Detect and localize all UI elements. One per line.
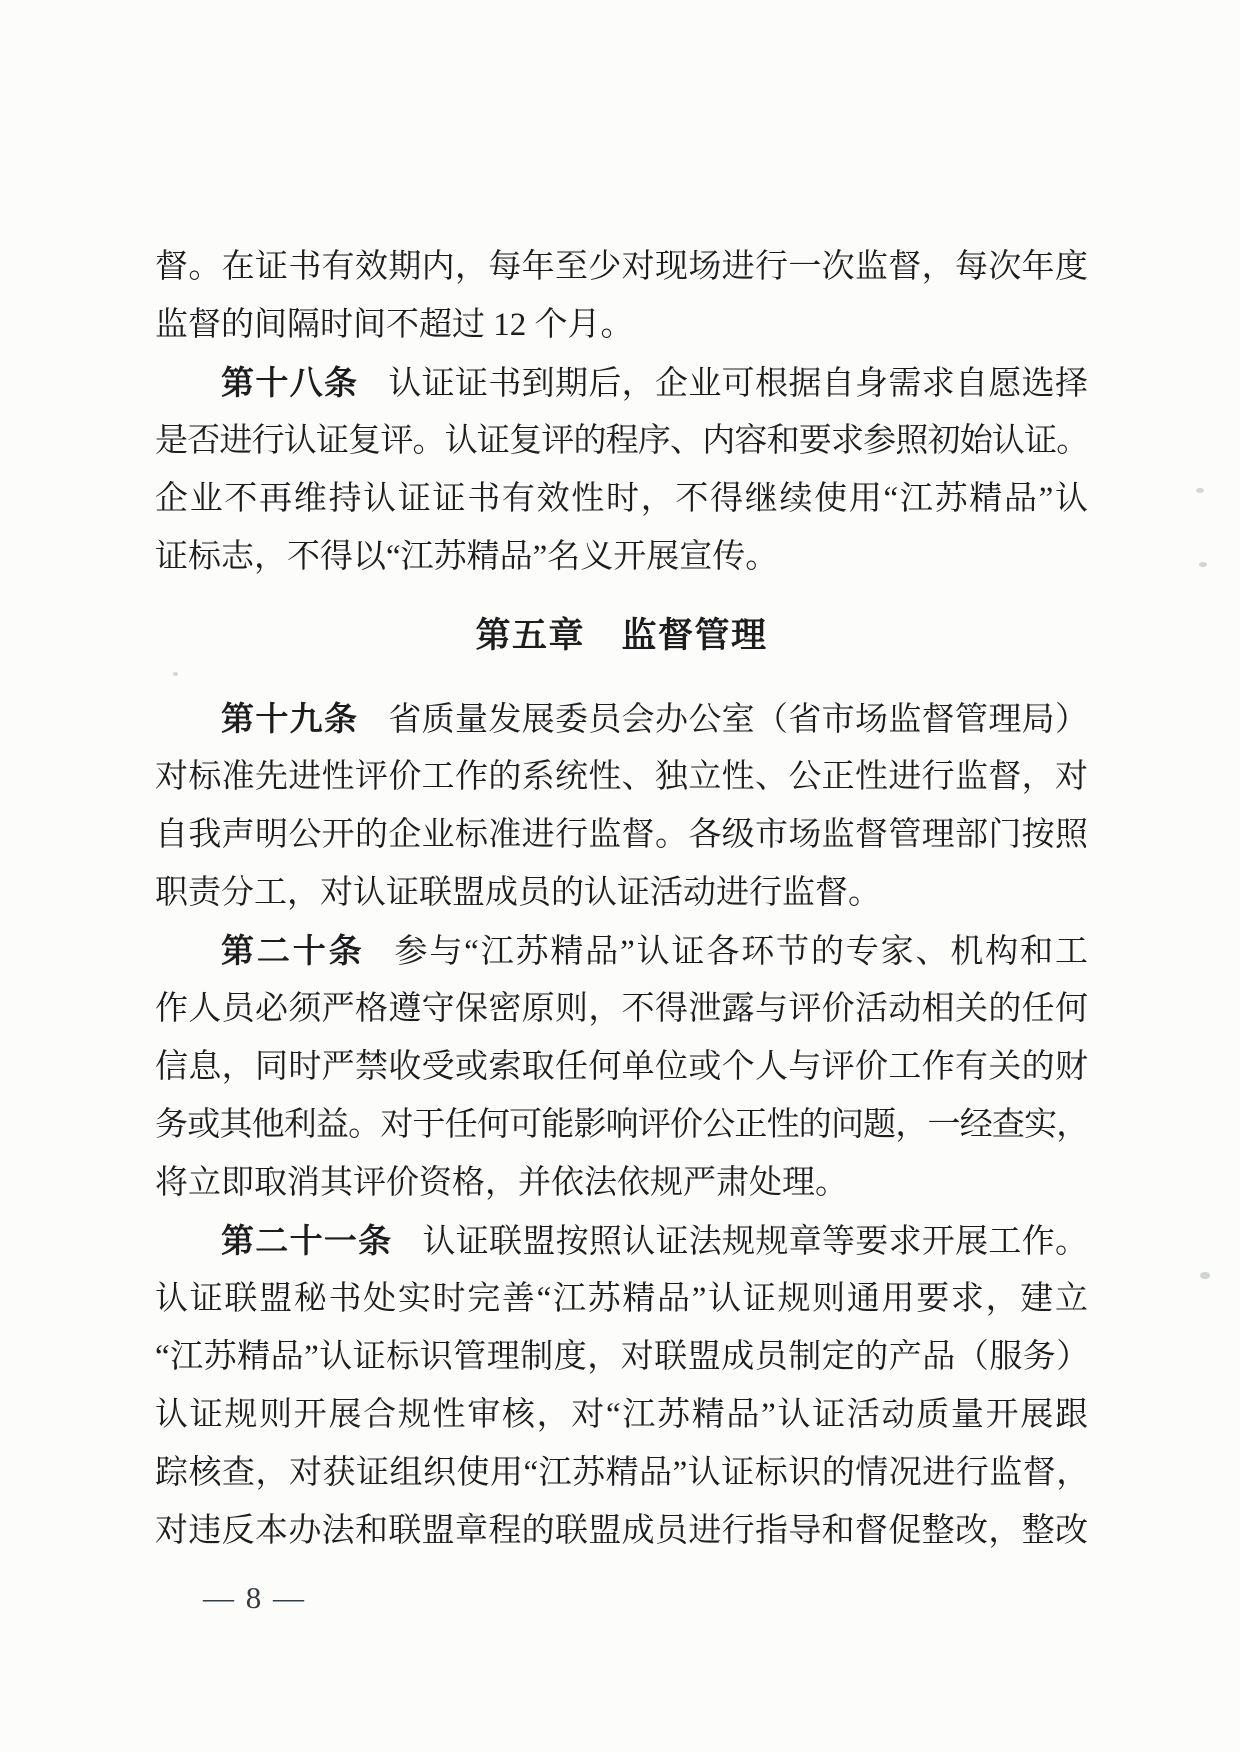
body-line: 是否进行认证复评。认证复评的程序、内容和要求参照初始认证。	[155, 423, 1088, 459]
body-line	[155, 1212, 1088, 1270]
article-21-lead: 第二十一条	[221, 1222, 393, 1259]
body-line: 踪核查，对获证组织使用“江苏精品”认证标识的情况进行监督，	[155, 1455, 1088, 1491]
body-line: 对违反本办法和联盟章程的联盟成员进行指导和督促整改，整改	[155, 1513, 1088, 1549]
line-text: 参与“江苏精品”认证各环节的专家、机构和工	[394, 934, 1088, 970]
scan-speck	[173, 672, 178, 676]
line-text: 认证证书到期后，企业可根据自身需求自愿选择	[388, 366, 1089, 402]
body-line: 认证规则开展合规性审核，对“江苏精品”认证活动质量开展跟	[155, 1397, 1088, 1433]
body-line: 务或其他利益。对于任何可能影响评价公正性的问题，一经查实，	[155, 1107, 1088, 1143]
scan-speck	[1200, 1272, 1210, 1279]
body-line: 督。在证书有效期内，每年至少对现场进行一次监督，每次年度	[155, 249, 1088, 285]
body-line	[155, 354, 1088, 412]
body-line: 作人员必须严格遵守保密原则，不得泄露与评价活动相关的任何	[155, 991, 1088, 1027]
body-line: 信息，同时严禁收受或索取任何单位或个人与评价工作有关的财	[155, 1049, 1088, 1085]
body-line: 对标准先进性评价工作的系统性、独立性、公正性进行监督，对	[155, 759, 1088, 795]
line-text: 认证联盟按照认证法规规章等要求开展工作。	[422, 1224, 1089, 1260]
body-line: 企业不再维持认证证书有效性时，不得继续使用“江苏精品”认	[155, 481, 1088, 517]
body-line: 监督的间隔时间不超过 12 个月。	[155, 307, 634, 343]
article-19-lead: 第十九条	[221, 700, 359, 737]
body-line: 证标志，不得以“江苏精品”名义开展宣传。	[155, 539, 779, 575]
scan-speck	[1199, 562, 1207, 567]
article-18-lead: 第十八条	[221, 364, 359, 401]
line-text: 省质量发展委员会办公室（省市场监督管理局）	[388, 702, 1089, 738]
scan-speck	[1196, 488, 1204, 493]
body-line	[155, 690, 1088, 748]
body-line	[155, 922, 1088, 980]
body-line: 将立即取消其评价资格，并依法依规严肃处理。	[155, 1165, 848, 1201]
body-line: 认证联盟秘书处实时完善“江苏精品”认证规则通用要求，建立	[155, 1281, 1088, 1317]
document-body	[155, 238, 1088, 1560]
body-line: “江苏精品”认证标识管理制度，对联盟成员制定的产品（服务）	[155, 1339, 1088, 1375]
body-line: 职责分工，对认证联盟成员的认证活动进行监督。	[155, 875, 881, 911]
page-number: — 8 —	[203, 1580, 306, 1615]
body-line: 自我声明公开的企业标准进行监督。各级市场监督管理部门按照	[155, 817, 1088, 853]
article-20-lead: 第二十条	[221, 932, 365, 969]
chapter-heading: 第五章 监督管理	[475, 616, 768, 655]
